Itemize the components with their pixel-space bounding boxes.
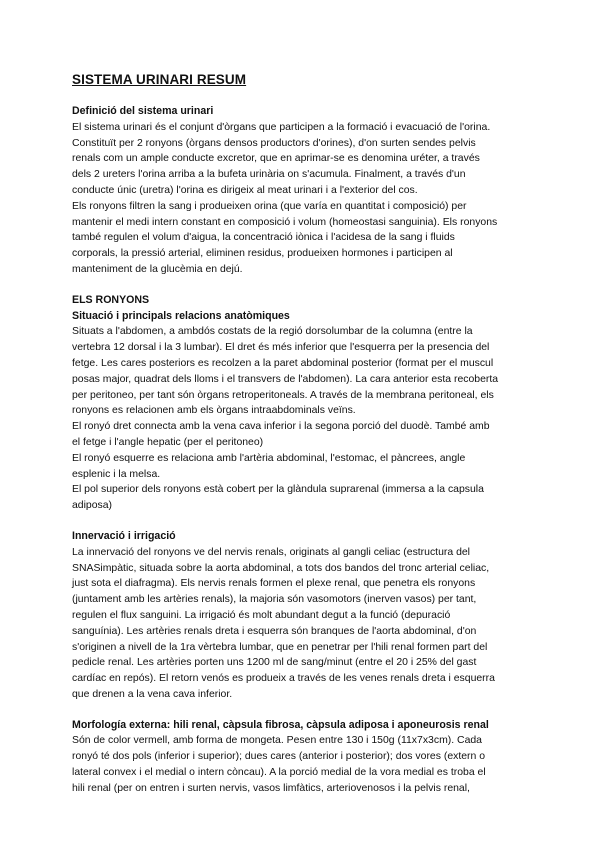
text-line: mantenir el medi intern constant en composició i volum (homeostasi sanguinia). Els ronyons [72,216,498,228]
paragraph [72,419,534,451]
text-line: que drenen a la vena cava inferior. [72,688,233,700]
section-subheading: Situació i principals relacions anatòmiques [72,309,290,322]
document-title: SISTEMA URINARI RESUM [72,72,247,87]
text-line: esplenic i la melsa. [72,468,161,480]
section-morfologia [72,718,534,797]
paragraph [72,451,534,483]
text-line: s'originen a nivell de la 1ra vèrtebra lumbar, que en penetrar per l'hili renal formen part del [72,641,488,653]
text-line: el fetge i l'angle hepatic (per el peritoneo) [72,436,264,448]
section-definicio [72,104,534,278]
section-heading: ELS RONYONS [72,293,150,306]
section-ronyons [72,293,534,514]
text-line: Els ronyons filtren la sang i produeixen orina (que varía en quantitat i composició) per [72,200,467,212]
text-line: manteniment de la glucèmia en dejú. [72,263,243,275]
text-line: posas major, quadrat dels lloms i el transvers de l'abdomen). La cara anterior esta recoberta [72,373,499,385]
section-heading: Definició del sistema urinari [72,105,214,117]
text-line: sanguínia). Les artèries renals dreta i esquerra són branques de l'aorta abdominal, d'on [72,625,477,637]
section-innervacio [72,529,534,703]
text-line: SNASimpàtic, situada sobre la aorta abdominal, a tots dos bandos del tronc arterial celiac, [72,562,490,574]
text-line: just sota el diafragma). Els nervis renals formen el plexe renal, que penetra els ronyons [72,578,476,590]
text-line: adiposa) [72,500,113,512]
text-line: (juntament amb les artèries renals), la majoria són vasomotors (inerven vasos) per tant, [72,594,477,606]
text-line: corporals, la pressió arterial, eliminen residus, produeixen hormones i participen al [72,248,453,260]
text-line: hili renal (per on entren i surten nervis, vasos limfàtics, arteriovenosos i la pelvis renal, [72,782,470,794]
text-line: conducte únic (uretra) l'orina es dirigeix al meat urinari i a l'exterior del cos. [72,184,418,196]
text-line: El ronyó dret connecta amb la vena cava inferior i la segona porció del duodè. També amb [72,421,490,433]
section-heading: Innervació i irrigació [72,529,176,542]
text-line: Situats a l'abdomen, a ambdós costats de la regió dorsolumbar de la columna (entre la [72,326,473,338]
text-line: renals com un ample conducte excretor, que en aprimar-se es denomina uréter, a través [72,153,480,165]
paragraph [72,733,534,796]
text-line: per peritoneo, per tant són òrgans retroperitoneals. A través de la membrana peritoneal, els [72,389,494,401]
text-line: regulen el flux sanguini. La irrigació és molt abundant degut a la funció (depuració [72,609,451,621]
text-line: vertebra 12 dorsal i la 3 lumbar). El dret és més inferior que l'esquerra per la presencia del [72,342,490,354]
text-line: El pol superior dels ronyons està cobert per la glàndula suprarenal (immersa a la capsula [72,484,484,496]
text-line: dels 2 ureters l'orina arriba a la bufeta urinària on s'acumula. Finalment, a través d'un [72,169,466,181]
text-line: ronyons es relacionen amb els òrgans intraabdominals veïns. [72,405,356,417]
paragraph [72,120,534,199]
text-line: Són de color vermell, amb forma de mongeta. Pesen entre 130 i 150g (11x7x3cm). Cada [72,735,482,747]
paragraph [72,324,534,419]
paragraph [72,199,534,278]
text-line: ronyó té dos pols (inferior i superior); dues cares (anterior i posterior); dos vores (extern o [72,751,486,763]
paragraph [72,545,534,703]
text-line: fetge. Les cares posteriors es recolzen a la paret abdominal posterior (format per el muscul [72,357,494,369]
text-line: també regulen el volum d'aigua, la concentració iònica i l'acidesa de la sang i fluids [72,232,455,244]
section-heading: Morfología externa: hili renal, càpsula fibrosa, càpsula adiposa i aponeurosis renal [72,718,489,731]
text-line: lateral convex i el medial o intern còncau). A la porció medial de la vora medial es troba el [72,767,486,779]
text-line: cardíac en repós). El retorn venós es produeix a través de les venes renals dreta i esquerra [72,673,495,685]
text-line: La innervació del ronyons ve del nervis renals, originats al gangli celiac (estructura del [72,546,470,558]
document-page [72,70,534,812]
text-line: pedicle renal. Les artèries porten uns 1200 ml de sang/minut (entre el 20 i 25% del gast [72,657,477,669]
text-line: El sistema urinari és el conjunt d'òrgans que participen a la formació i evacuació de l'orina. [72,121,491,133]
paragraph [72,482,534,514]
text-line: Constituït per 2 ronyons (òrgans densos productors d'orines), d'on surten sendes pelvis [72,137,476,149]
text-line: El ronyó esquerre es relaciona amb l'artèria abdominal, l'estomac, el pàncrees, angle [72,452,466,464]
